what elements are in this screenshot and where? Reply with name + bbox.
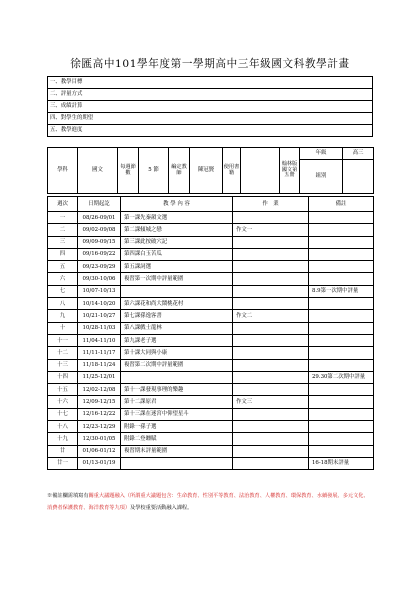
content-cell: 第十一課發現事理的樂趣 bbox=[121, 384, 233, 396]
schedule-row bbox=[48, 359, 374, 371]
content-cell: 第八課戲士龍林 bbox=[121, 322, 233, 334]
section-expectations: 四、對學生的期望 bbox=[48, 113, 373, 125]
grade-value: 高三 bbox=[343, 148, 374, 160]
note-cell bbox=[309, 347, 374, 359]
page-title: 徐匯高中101學年度第一學期高中三年級國文科教學計畫 bbox=[70, 58, 350, 70]
homework-cell bbox=[233, 445, 309, 457]
footnote-prefix: ※備註欄需填寫有 bbox=[47, 493, 89, 499]
schedule-row bbox=[48, 445, 374, 457]
dates-cell: 11/18-11/24 bbox=[78, 359, 121, 371]
homework-cell bbox=[233, 273, 309, 285]
week-cell: 十一 bbox=[48, 334, 78, 346]
week-cell: 十 bbox=[48, 322, 78, 334]
books-label: 使用書籍 bbox=[223, 148, 241, 194]
dates-cell: 10/14-10/20 bbox=[78, 298, 121, 310]
homework-cell bbox=[233, 322, 309, 334]
dates-cell: 01/13-01/19 bbox=[78, 457, 121, 469]
content-cell: 附錄二登纏賦 bbox=[121, 433, 233, 445]
content-cell: 附錄一孫子選 bbox=[121, 421, 233, 433]
week-cell: 十二 bbox=[48, 347, 78, 359]
schedule-row bbox=[48, 285, 374, 297]
note-cell bbox=[309, 322, 374, 334]
section-progress: 五、教學進度 bbox=[48, 125, 373, 137]
week-cell: 三 bbox=[48, 236, 78, 248]
publisher-label: 翰林版國文第五冊 bbox=[280, 148, 300, 194]
homework-cell bbox=[233, 212, 309, 224]
homework-cell bbox=[233, 384, 309, 396]
homework-cell bbox=[233, 359, 309, 371]
section-assessment: 二、評量方式 bbox=[48, 89, 373, 101]
week-cell: 六 bbox=[48, 273, 78, 285]
dates-cell: 09/09-09/15 bbox=[78, 236, 121, 248]
dates-cell: 12/02-12/08 bbox=[78, 384, 121, 396]
header-homework: 作 業 bbox=[233, 197, 309, 212]
note-cell bbox=[309, 384, 374, 396]
dates-cell: 10/21-10/27 bbox=[78, 310, 121, 322]
dates-cell: 01/06-01/12 bbox=[78, 445, 121, 457]
header-dates: 日期起訖 bbox=[78, 197, 121, 212]
homework-cell: 作文三 bbox=[233, 396, 309, 408]
schedule-header-row bbox=[48, 197, 374, 212]
note-cell: 29.30第二次期中評量 bbox=[309, 371, 374, 383]
content-cell: 第四課白玉苦瓜 bbox=[121, 248, 233, 260]
header-notes: 備註 bbox=[309, 197, 374, 212]
header-week: 週次 bbox=[48, 197, 78, 212]
schedule-row bbox=[48, 248, 374, 260]
schedule-row bbox=[48, 347, 374, 359]
dates-cell: 11/04-11/10 bbox=[78, 334, 121, 346]
content-cell: 第二課傾城之戀 bbox=[121, 224, 233, 236]
schedule-row bbox=[48, 298, 374, 310]
note-cell bbox=[309, 359, 374, 371]
books-value bbox=[241, 148, 280, 194]
homework-cell: 作文一 bbox=[233, 224, 309, 236]
class-label: 組別 bbox=[300, 160, 343, 194]
dates-cell: 09/23-09/29 bbox=[78, 261, 121, 273]
subject-label: 學科 bbox=[48, 148, 78, 194]
week-cell: 十五 bbox=[48, 384, 78, 396]
schedule-table bbox=[47, 196, 374, 470]
content-cell: 複習第一次期中評量範圍 bbox=[121, 273, 233, 285]
schedule-row bbox=[48, 408, 374, 420]
dates-cell: 09/16-09/22 bbox=[78, 248, 121, 260]
homework-cell bbox=[233, 433, 309, 445]
schedule-row bbox=[48, 457, 374, 469]
dates-cell: 12/16-12/22 bbox=[78, 408, 121, 420]
schedule-row bbox=[48, 384, 374, 396]
note-cell bbox=[309, 334, 374, 346]
class-value bbox=[343, 160, 374, 194]
week-cell: 廿 bbox=[48, 445, 78, 457]
section-objectives: 一、教學目標 bbox=[48, 77, 373, 89]
dates-cell: 10/28-11/03 bbox=[78, 322, 121, 334]
editor-label: 編定教師 bbox=[169, 148, 190, 194]
schedule-row bbox=[48, 310, 374, 322]
week-cell: 十九 bbox=[48, 433, 78, 445]
note-cell bbox=[309, 236, 374, 248]
homework-cell bbox=[233, 248, 309, 260]
note-cell bbox=[309, 273, 374, 285]
dates-cell: 12/23-12/29 bbox=[78, 421, 121, 433]
week-cell: 九 bbox=[48, 310, 78, 322]
dates-cell: 08/26-09/01 bbox=[78, 212, 121, 224]
note-cell bbox=[309, 298, 374, 310]
content-cell: 第十二課原君 bbox=[121, 396, 233, 408]
week-cell: 十三 bbox=[48, 359, 78, 371]
dates-cell: 09/30-10/06 bbox=[78, 273, 121, 285]
week-cell: 七 bbox=[48, 285, 78, 297]
homework-cell bbox=[233, 371, 309, 383]
grade-label: 年級 bbox=[300, 148, 343, 160]
note-cell bbox=[309, 433, 374, 445]
content-cell: 第七課孫逸客書 bbox=[121, 310, 233, 322]
footnote-highlight: 關重大議題融入（所謂重大議題包含：生命教育、性別平等教育、法治教育、人權教育、環保教育、水續發展、多元文化、消費者保護教育、海洋教育等九項） bbox=[47, 493, 369, 511]
schedule-row bbox=[48, 396, 374, 408]
schedule-row bbox=[48, 261, 374, 273]
note-cell: 8.9第一次期中評量 bbox=[309, 285, 374, 297]
sections-table bbox=[47, 76, 373, 137]
week-cell: 廿一 bbox=[48, 457, 78, 469]
week-cell: 八 bbox=[48, 298, 78, 310]
week-cell: 一 bbox=[48, 212, 78, 224]
note-cell bbox=[309, 408, 374, 420]
subject-value: 國文 bbox=[78, 148, 118, 194]
note-cell bbox=[309, 224, 374, 236]
note-cell bbox=[309, 310, 374, 322]
week-cell: 十八 bbox=[48, 421, 78, 433]
footnote-suffix: 及學校重要活動融入課程。 bbox=[130, 505, 193, 511]
homework-cell: 作文二 bbox=[233, 310, 309, 322]
homework-cell bbox=[233, 347, 309, 359]
section-grading: 三、成績計算 bbox=[48, 101, 373, 113]
content-cell: 第十三課在迷宮中仰望星斗 bbox=[121, 408, 233, 420]
week-cell: 十六 bbox=[48, 396, 78, 408]
week-cell: 五 bbox=[48, 261, 78, 273]
content-cell: 第五課詞選 bbox=[121, 261, 233, 273]
header-content: 教 學 內 容 bbox=[121, 197, 233, 212]
course-info-table bbox=[47, 147, 374, 194]
schedule-row bbox=[48, 212, 374, 224]
content-cell: 第六課花和尚大鬧桃花村 bbox=[121, 298, 233, 310]
dates-cell: 12/09-12/15 bbox=[78, 396, 121, 408]
homework-cell bbox=[233, 457, 309, 469]
schedule-row bbox=[48, 236, 374, 248]
content-cell: 第一課先秦韻文選 bbox=[121, 212, 233, 224]
dates-cell: 12/30-01/05 bbox=[78, 433, 121, 445]
schedule-row bbox=[48, 322, 374, 334]
content-cell bbox=[121, 371, 233, 383]
note-cell bbox=[309, 421, 374, 433]
content-cell bbox=[121, 457, 233, 469]
content-cell bbox=[121, 285, 233, 297]
content-cell: 第九課老子選 bbox=[121, 334, 233, 346]
homework-cell bbox=[233, 334, 309, 346]
schedule-row bbox=[48, 371, 374, 383]
dates-cell: 09/02-09/08 bbox=[78, 224, 121, 236]
homework-cell bbox=[233, 421, 309, 433]
dates-cell: 11/11-11/17 bbox=[78, 347, 121, 359]
homework-cell bbox=[233, 298, 309, 310]
week-cell: 十七 bbox=[48, 408, 78, 420]
content-cell: 複習第二次期中評量範圍 bbox=[121, 359, 233, 371]
week-cell: 十四 bbox=[48, 371, 78, 383]
note-cell bbox=[309, 445, 374, 457]
content-cell: 複習期末評量範圍 bbox=[121, 445, 233, 457]
dates-cell: 10/07-10/13 bbox=[78, 285, 121, 297]
schedule-row bbox=[48, 273, 374, 285]
homework-cell bbox=[233, 285, 309, 297]
content-cell: 第十課大同與小康 bbox=[121, 347, 233, 359]
note-cell bbox=[309, 261, 374, 273]
footnote bbox=[47, 490, 373, 514]
homework-cell bbox=[233, 261, 309, 273]
schedule-row bbox=[48, 224, 374, 236]
hours-label: 每週節數 bbox=[118, 148, 139, 194]
homework-cell bbox=[233, 236, 309, 248]
dates-cell: 11/25-12/01 bbox=[78, 371, 121, 383]
editor-value: 陳冠賢 bbox=[190, 148, 223, 194]
week-cell: 四 bbox=[48, 248, 78, 260]
content-cell: 第三課此按破穴記 bbox=[121, 236, 233, 248]
homework-cell bbox=[233, 408, 309, 420]
note-cell bbox=[309, 212, 374, 224]
schedule-row bbox=[48, 433, 374, 445]
note-cell bbox=[309, 248, 374, 260]
week-cell: 二 bbox=[48, 224, 78, 236]
hours-value: 5 節 bbox=[139, 148, 169, 194]
note-cell: 16-18期末評量 bbox=[309, 457, 374, 469]
schedule-row bbox=[48, 421, 374, 433]
note-cell bbox=[309, 396, 374, 408]
schedule-row bbox=[48, 334, 374, 346]
